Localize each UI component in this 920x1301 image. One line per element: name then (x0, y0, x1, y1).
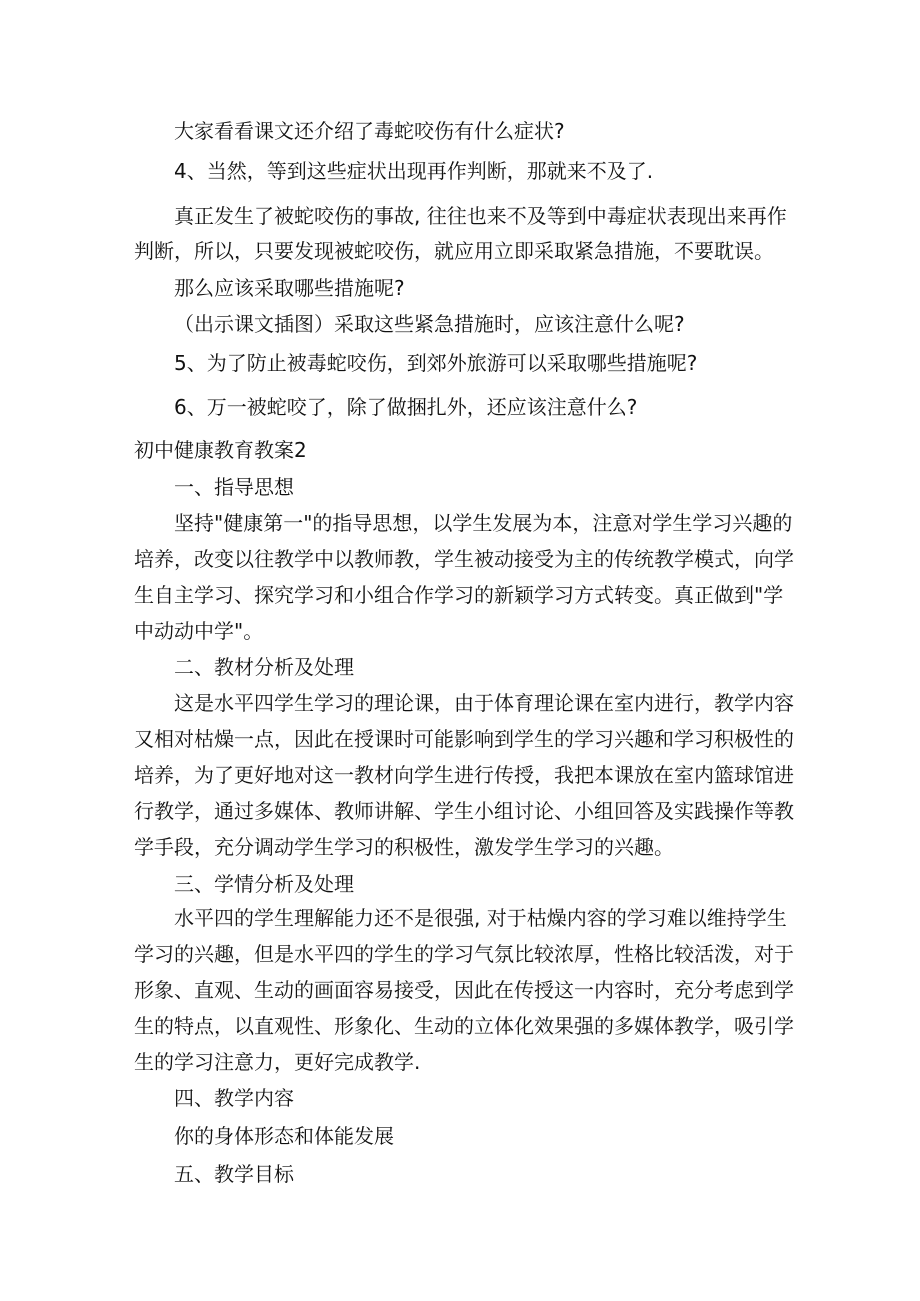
paragraph-line: 生自主学习、探究学习和小组合作学习的新颖学习方式转变。真正做到"学 (134, 583, 784, 607)
paragraph-line: 你的身体形态和体能发展 (174, 1124, 394, 1148)
paragraph-line: 培养，为了更好地对这一教材向学生进行传授，我把本课放在室内篮球馆进 (134, 763, 794, 787)
paragraph-line: 生的学习注意力，更好完成教学. (134, 1050, 421, 1074)
section-heading: 五、教学目标 (174, 1162, 294, 1186)
section-heading: 二、教材分析及处理 (174, 655, 354, 679)
paragraph-line: 培养，改变以往教学中以教师教，学生被动接受为主的传统教学模式，向学 (134, 547, 794, 571)
paragraph-line: 行教学，通过多媒体、教师讲解、学生小组讨论、小组回答及实践操作等教 (134, 799, 794, 823)
paragraph-line: （出示课文插图）采取这些紧急措施时，应该注意什么呢? (174, 312, 685, 336)
paragraph-line: 大家看看课文还介绍了毒蛇咬伤有什么症状? (174, 119, 565, 143)
paragraph-line: 形象、直观、生动的画面容易接受，因此在传授这一内容时，充分考虑到学 (134, 978, 794, 1002)
paragraph-line: 坚持"健康第一"的指导思想，以学生发展为本，注意对学生学习兴趣的 (174, 511, 793, 535)
section-heading: 三、学情分析及处理 (174, 872, 354, 896)
paragraph-line: 中动动中学"。 (134, 619, 264, 643)
paragraph-line: 学习的兴趣，但是水平四的学生的学习气氛比较浓厚，性格比较活泼，对于 (134, 942, 794, 966)
paragraph-line: 那么应该采取哪些措施呢? (174, 276, 405, 300)
paragraph-line: 6、万一被蛇咬了，除了做捆扎外，还应该注意什么? (174, 395, 638, 419)
section-title: 初中健康教育教案2 (134, 438, 307, 462)
section-heading: 四、教学内容 (174, 1086, 294, 1110)
paragraph-line: 4、当然，等到这些症状出现再作判断，那就来不及了. (174, 159, 654, 183)
paragraph-line: 5、为了防止被毒蛇咬伤，到郊外旅游可以采取哪些措施呢? (174, 351, 698, 375)
paragraph-line: 生的特点，以直观性、形象化、生动的立体化效果强的多媒体教学，吸引学 (134, 1014, 794, 1038)
paragraph-line: 学手段，充分调动学生学习的积极性，激发学生学习的兴趣。 (134, 835, 674, 859)
paragraph-line: 水平四的学生理解能力还不是很强, 对于枯燥内容的学习难以维持学生 (174, 906, 787, 930)
paragraph-line: 这是水平四学生学习的理论课，由于体育理论课在室内进行，教学内容 (174, 691, 794, 715)
paragraph-line: 真正发生了被蛇咬伤的事故, 往往也来不及等到中毒症状表现出来再作 (174, 204, 787, 228)
paragraph-line: 又相对枯燥一点，因此在授课时可能影响到学生的学习兴趣和学习积极性的 (134, 727, 794, 751)
section-heading: 一、指导思想 (174, 475, 294, 499)
paragraph-line: 判断，所以，只要发现被蛇咬伤，就应用立即采取紧急措施，不要耽误。 (134, 239, 774, 263)
